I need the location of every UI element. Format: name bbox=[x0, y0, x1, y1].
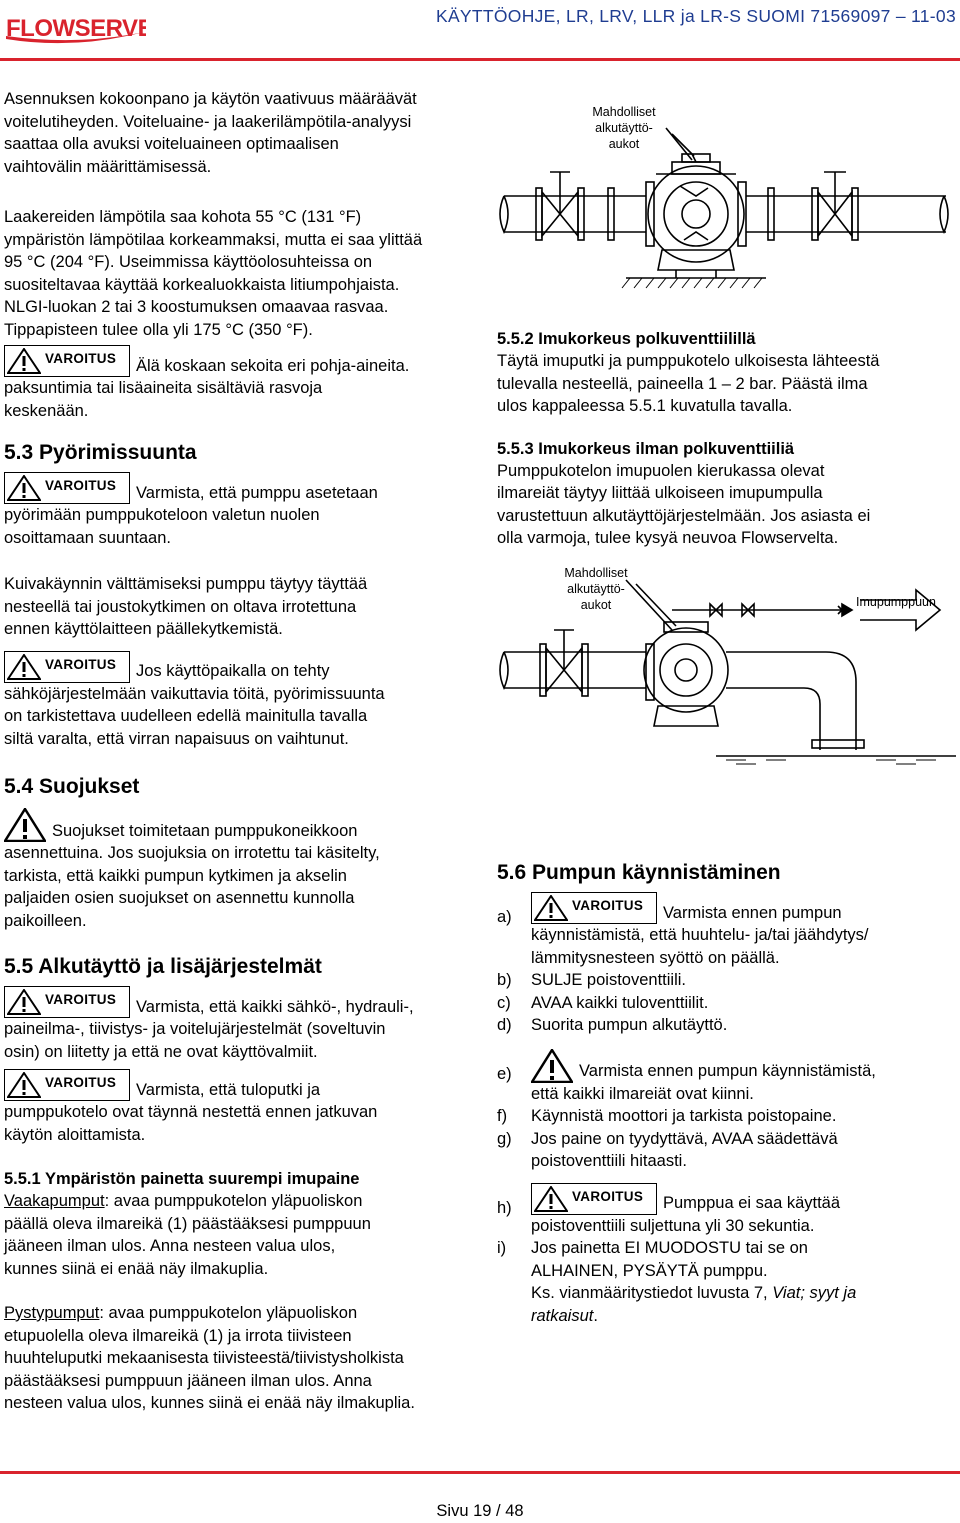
warning-auxiliary-systems: VAROITUS Varmista, että kaikki sähkö-, hydrauli-, paineilma-, tiivistys- ja voitelujärjestelmät (soveltuvin osin) on liitetty ja että ne ovat käyttövalmiit. bbox=[4, 986, 482, 1063]
warning-badge: VAROITUS bbox=[531, 1183, 657, 1215]
list-item: d) Suorita pumpun alkutäyttö. bbox=[497, 1016, 728, 1034]
warning-triangle-icon bbox=[7, 989, 41, 1015]
warning-triangle-icon bbox=[534, 1186, 568, 1212]
list-item: i) Jos painetta EI MUODOSTU tai se on ALHAINEN, PYSÄYTÄ pumppu. Ks. vianmääritystiedot luvusta 7, Viat; syyt ja ratkaisut. bbox=[497, 1239, 857, 1325]
section-5-5-1-title: 5.5.1 Ympäristön painetta suurempi imupaine bbox=[4, 1170, 360, 1188]
warning-triangle-icon bbox=[534, 895, 568, 921]
bearing-temperature-paragraph: Laakereiden lämpötila saa kohota 55 °C (131 °F) ympäristön lämpötilaa korkeammaksi, mutta ei saa ylittää 95 °C (204 °F). Useimmissa käyttöolosuhteissa on suositeltavaa käyttää korkealuokkaista litiumpohjaista. NLGI-luokan 2 tai 3 koostumuksen omaavaa rasvaa. Tippapisteen tulee olla yli 175 °C (350 °F). bbox=[4, 208, 423, 339]
left-column bbox=[4, 88, 482, 1415]
section-5-5-3-title: 5.5.3 Imukorkeus ilman polkuventtiiliä bbox=[497, 439, 795, 458]
warning-badge: VAROITUS bbox=[4, 986, 130, 1018]
list-item: g) Jos paine on tyydyttävä, AVAA säädettävä poistoventtiili hitaasti. bbox=[497, 1129, 838, 1170]
to-vacuum-pump-label: Imupumppuun bbox=[856, 595, 936, 609]
pump-diagram-vacuum bbox=[496, 560, 956, 770]
warning-triangle-icon bbox=[7, 348, 41, 374]
warning-rotation: VAROITUS Varmista, että pumppu asetetaan pyörimään pumppukoteloon valetun nuolen osoittamaan suuntaan. bbox=[4, 472, 482, 549]
document-title: KÄYTTÖOHJE, LR, LRV, LLR ja LR-S SUOMI 71569097 – 11-03 bbox=[435, 6, 956, 26]
list-item: a) VAROITUS Varmista ennen pumpun käynnistämistä, että huuhtelu- ja/tai jäähdytys/ lämmitysnesteen syöttö on päällä. bbox=[497, 892, 957, 969]
right-column-top: 5.5.2 Imukorkeus polkuventtiilillä Täytä imuputki ja pumppukotelo ulkoisesta lähteestä tulevalla nesteellä, paineella 1 – 2 bar. Päästä ilma ulos kappaleessa 5.5.1 kuvatulla tavalla. 5.5.3 Imukorkeus ilman polkuventtiiliä Pumppukotelon imupuolen kierukassa olevat ilmareiät täytyy liittää ulkoiseen imupumpulla varustettuun alkutäyttöjärjestelmään. Jos asiasta ei olla varmoja, tulee kysyä neuvoa Flowservelta. bbox=[497, 328, 957, 550]
footer-rule bbox=[0, 1471, 960, 1474]
dry-run-paragraph: Kuivakäynnin välttämiseksi pumppu täytyy täyttää nesteellä tai joustokytkimen on oltava irrotettuna ennen käyttölaitteen päällekytkemistä. bbox=[4, 575, 368, 638]
warning-electrical: VAROITUS Jos käyttöpaikalla on tehty sähköjärjestelmään vaikuttavia töitä, pyörimissuunta on tarkistettava uudelleen edellä mainitulla tavalla siltä varalta, että virran napaisuus on vaihtunut. bbox=[4, 651, 482, 751]
list-item: f) Käynnistä moottori ja tarkista poistopaine. bbox=[497, 1107, 837, 1125]
section-5-4-title: 5.4 Suojukset bbox=[4, 775, 140, 798]
section-5-5-title: 5.5 Alkutäyttö ja lisäjärjestelmät bbox=[4, 955, 322, 978]
pump-diagram-foot-valve bbox=[496, 100, 956, 310]
brand-text: FLOWSERVE bbox=[6, 15, 146, 42]
page-number: Sivu 19 / 48 bbox=[436, 1502, 524, 1520]
list-item: e) Varmista ennen pumpun käynnistämistä, että kaikki ilmareiät ovat kiinni. bbox=[497, 1049, 957, 1106]
warning-badge: VAROITUS bbox=[4, 472, 130, 504]
horizontal-pumps-paragraph: Vaakapumput: avaa pumppukotelon yläpuoliskon päällä oleva ilmareikä (1) päästääksesi pumppuun jääneen ilman ulos. Anna nesteen valua ulos, kunnes siinä ei enää näy ilmakuplia. bbox=[4, 1192, 371, 1278]
header-rule bbox=[0, 58, 960, 61]
warning-triangle-icon bbox=[7, 654, 41, 680]
lubrication-paragraph: Asennuksen kokoonpano ja käytön vaativuus määräävät voitelutiheyden. Voiteluaine- ja laakerilämpötila-analyysi saattaa olla avuksi voiteluaineen optimaalisen vaihtovälin määrittämisessä. bbox=[4, 90, 417, 176]
flowserve-logo bbox=[4, 6, 146, 50]
warning-badge: VAROITUS bbox=[4, 1069, 130, 1101]
guards-paragraph: Suojukset toimitetaan pumppukoneikkoon asennettuina. Jos suojuksia on irrotettu tai käsitelty, tarkista, että kaikki pumpun kytkimen ja akselin paljaiden osien suojukset on asennettu kunnolla paikoilleen. bbox=[4, 808, 482, 932]
priming-ports-label-1: Mahdolliset alkutäyttö- aukot bbox=[592, 105, 656, 151]
list-item: b) SULJE poistoventtiili. bbox=[497, 971, 686, 989]
list-item: c) AVAA kaikki tuloventtiilit. bbox=[497, 993, 709, 1012]
warning-badge: VAROITUS bbox=[4, 345, 130, 377]
warning-badge: VAROITUS bbox=[531, 892, 657, 924]
warning-triangle-icon bbox=[7, 475, 41, 501]
warning-badge: VAROITUS bbox=[4, 651, 130, 683]
section-5-3-title: 5.3 Pyörimissuunta bbox=[4, 441, 197, 464]
right-column-bottom bbox=[497, 860, 957, 1327]
warning-grease-mixing: VAROITUS Älä koskaan sekoita eri pohja-aineita. paksuntimia tai lisäaineita sisältäviä rasvoja keskenään. bbox=[4, 345, 482, 422]
section-5-6-title: 5.6 Pumpun käynnistäminen bbox=[497, 861, 781, 884]
warning-triangle-icon bbox=[531, 1049, 573, 1083]
warning-triangle-icon bbox=[4, 808, 46, 842]
list-item: h) VAROITUS Pumppua ei saa käyttää poistoventtiili suljettuna yli 30 sekuntia. bbox=[497, 1183, 957, 1238]
section-5-5-2-title: 5.5.2 Imukorkeus polkuventtiilillä bbox=[497, 330, 756, 348]
warning-inlet-filled: VAROITUS Varmista, että tuloputki ja pumppukotelo ovat täynnä nestettä ennen jatkuvan käytön aloittamista. bbox=[4, 1069, 482, 1146]
startup-steps bbox=[497, 892, 957, 1327]
warning-triangle-icon bbox=[7, 1072, 41, 1098]
priming-ports-label-2: Mahdolliset alkutäyttö- aukot bbox=[564, 566, 628, 612]
vertical-pumps-paragraph: Pystypumput: avaa pumppukotelon yläpuoliskon etupuolella oleva ilmareikä (1) ja irrota tiivisteen huuhteluputki mekaanisesta tiivisteestä/tiivistysholkista päästääksesi pumppuun jääneen ilman ulos. Anna nesteen valua ulos, kunnes siinä ei enää näy ilmakuplia. bbox=[4, 1304, 415, 1412]
